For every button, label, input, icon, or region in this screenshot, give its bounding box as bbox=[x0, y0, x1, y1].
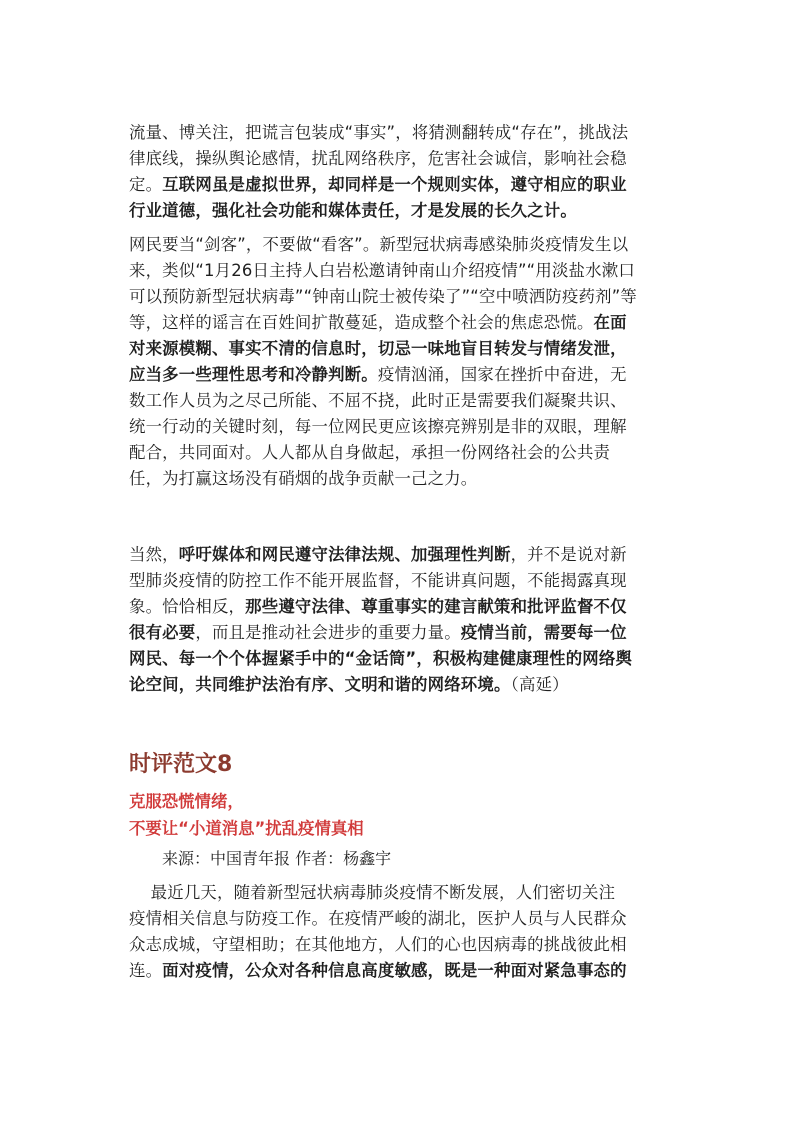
text-run: 当然， bbox=[129, 545, 179, 564]
bold-text-run: 很有必要 bbox=[129, 623, 196, 642]
text-line bbox=[129, 172, 669, 198]
text-line: 来，类似“1月26日主持人白岩松邀请钟南山介绍疫情”“用淡盐水漱口 bbox=[129, 261, 635, 280]
bold-text-run: 那些遵守法律、尊重事实的建言献策和批评监督不仅 bbox=[245, 597, 627, 616]
bold-text-run: 疫情当前，需要每一位 bbox=[460, 623, 627, 642]
text-run: 等，这样的谣言在百姓间扩散蔓延，造成整个社会的焦虑恐慌。 bbox=[129, 313, 594, 332]
article-title-line-2: 不要让“小道消息”扰乱疫情真相 bbox=[129, 819, 364, 838]
bold-text-run: 在面 bbox=[593, 313, 627, 332]
text-run: ，并不是说对新 bbox=[510, 545, 627, 564]
text-line bbox=[129, 594, 669, 620]
bold-text-run: 应当多一些理性思考和冷静判断。 bbox=[129, 365, 378, 384]
text-line: 统一行动的关键时刻，每一位网民更应该擦亮辨别是非的双眼，理解 bbox=[129, 417, 627, 436]
text-line: 型肺炎疫情的防控工作不能开展监督，不能讲真问题，不能揭露真现 bbox=[129, 571, 627, 590]
text-line: 配合，共同面对。人人都从自身做起，承担一份网络社会的公共责 bbox=[129, 443, 611, 462]
text-line bbox=[129, 310, 669, 336]
bold-text-run: 论空间，共同维护法治有序、文明和谐的网络环境。 bbox=[129, 675, 511, 694]
paragraph-3 bbox=[129, 542, 669, 698]
text-run: 定。 bbox=[129, 175, 163, 194]
text-line bbox=[129, 672, 669, 698]
paragraph-4 bbox=[129, 880, 669, 984]
text-line: 律底线，操纵舆论感情，扰乱网络秩序，危害社会诚信，影响社会稳 bbox=[129, 149, 627, 168]
article-title-line-1: 克服恐慌情绪， bbox=[129, 792, 244, 811]
text-run: 连。 bbox=[129, 961, 163, 980]
text-line: 众志成城，守望相助；在其他地方，人们的心也因病毒的挑战彼此相 bbox=[129, 935, 627, 954]
text-line: 可以预防新型冠状病毒”“钟南山院士被传染了”“空中喷洒防疫药剂”等 bbox=[129, 287, 637, 306]
text-line: 数工作人员为之尽己所能、不屈不挠，此时正是需要我们凝聚共识、 bbox=[129, 391, 627, 410]
paragraph-1 bbox=[129, 120, 669, 224]
text-run: 象。恰恰相反， bbox=[129, 597, 246, 616]
text-line bbox=[129, 958, 669, 984]
section-title: 时评范文8 bbox=[129, 752, 233, 777]
text-line: 疫情相关信息与防疫工作。在疫情严峻的湖北，医护人员与人民群众 bbox=[129, 909, 627, 928]
text-line bbox=[129, 542, 669, 568]
text-line bbox=[129, 620, 669, 646]
bold-text-run: 呼吁媒体和网民遵守法律法规、加强理性判断 bbox=[178, 545, 511, 564]
text-line: 网民要当“剑客”，不要做“看客”。新型冠状病毒感染肺炎疫情发生以 bbox=[129, 235, 629, 254]
article-source: 来源：中国青年报 作者：杨鑫宇 bbox=[162, 849, 392, 868]
bold-text-line: 对来源模糊、事实不清的信息时，切忌一味地盲目转发与情绪发泄， bbox=[129, 339, 627, 358]
text-run: 疫情汹涌，国家在挫折中奋进，无 bbox=[377, 365, 627, 384]
text-line: 任，为打赢这场没有硝烟的战争贡献一己之力。 bbox=[129, 469, 478, 488]
bold-text-line: 行业道德，强化社会功能和媒体责任，才是发展的长久之计。 bbox=[129, 201, 577, 220]
text-run: （高延） bbox=[510, 675, 569, 694]
bold-text-run: 互联网虽是虚拟世界，却同样是一个规则实体，遵守相应的职业 bbox=[162, 175, 627, 194]
text-run: ，而且是推动社会进步的重要力量。 bbox=[195, 623, 461, 642]
bold-text-line: 网民、每一个个体握紧手中的“金话筒”，积极构建健康理性的网络舆 bbox=[129, 649, 633, 668]
text-line bbox=[129, 362, 669, 388]
bold-text-run: 面对疫情，公众对各种信息高度敏感，既是一种面对紧急事态的 bbox=[162, 961, 627, 980]
text-line: 最近几天，随着新型冠状病毒肺炎疫情不断发展，人们密切关注 bbox=[129, 883, 616, 902]
paragraph-2 bbox=[129, 232, 669, 492]
text-line: 流量、博关注，把谎言包装成“事实”，将猜测翻转成“存在”，挑战法 bbox=[129, 123, 629, 142]
